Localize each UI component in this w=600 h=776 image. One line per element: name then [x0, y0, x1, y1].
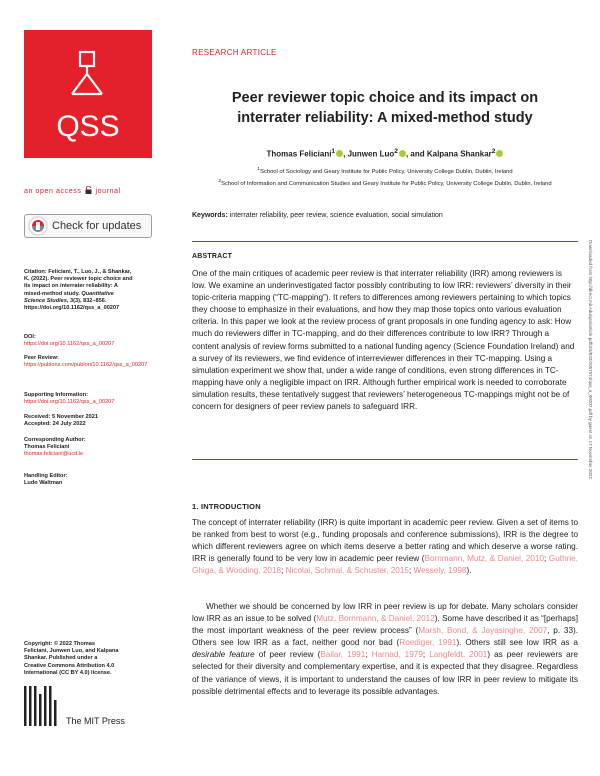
check-updates-label: Check for updates	[52, 220, 142, 232]
author-affil-sup: 2	[394, 148, 398, 155]
affiliation-sup: 1	[257, 167, 261, 172]
paragraph-text: , p. 33). Others see low IRR as a fact, neither good nor bad (	[192, 626, 579, 648]
download-note-text: Downloaded from http://direct.mit.edu/qss/article-pdf/3/3/832/2057974/qss_a_00207.pdf by guest on 17 November 2022	[588, 240, 593, 479]
logo-text: QSS	[56, 110, 120, 143]
affiliation-1: School of Sociology and Geary Institute for Public Policy, University College Dublin, Dublin, Ireland	[260, 168, 513, 175]
author-name[interactable]: Kalpana Shankar	[426, 149, 492, 159]
article-title	[192, 88, 578, 128]
author-separator: ,	[343, 149, 348, 159]
affiliation-2: School of Information and Communication Studies and Geary Institute for Public Policy, University College Dublin, Dublin, Ireland	[221, 180, 552, 187]
doi-label: DOI:	[24, 334, 36, 340]
doi-block	[24, 334, 134, 348]
citation-link[interactable]: Harnad, 1979	[371, 650, 423, 660]
introduction-heading: 1. INTRODUCTION	[192, 502, 261, 511]
paragraph-text: ).	[466, 566, 472, 576]
citation-block	[24, 269, 134, 312]
citation-link[interactable]: Roediger, 1991	[399, 638, 457, 648]
paragraph-text: The concept of interrater reliability (IRR) is quite important in academic peer review. Given a set of items to be ranked from best to worst (e.g., funding proposals and conference submissions), IRR is the degree to which different reviewers agree on which items deserve a better rating and which deserve a worse rating. IRR is generally found to be very low in academic peer review (	[192, 518, 578, 564]
orcid-icon[interactable]	[496, 150, 503, 157]
article-type: RESEARCH ARTICLE	[192, 48, 277, 57]
citation-link[interactable]: Bailar, 1991	[320, 650, 366, 660]
citation-volume: 3(3), 832–856. https://doi.org/10.1162/qss_a_00207	[24, 297, 120, 312]
title-line-1: Peer reviewer topic choice and its impact on	[231, 90, 539, 106]
citation-label: Citation:	[24, 269, 47, 275]
download-note	[586, 240, 593, 570]
abstract-heading: ABSTRACT	[192, 253, 233, 260]
tagline-after: journal	[95, 188, 121, 195]
author-affil-sup: 2	[491, 148, 496, 155]
doi-link[interactable]: https://doi.org/10.1162/qss_a_00207	[24, 341, 115, 348]
corresponding-author-block	[24, 437, 134, 459]
affiliation-sup: 2	[218, 178, 222, 184]
network-icon	[24, 30, 152, 158]
intro-paragraph-2: Whether we should be concerned by low IRR in peer review is up for debate. Many scholars consider low IRR as an issue to be solved (Mutz, Bornmann, & Daniel, 2012). Some have described it as “[perhaps] the most important weakness of the peer review process” (Marsh, Bond, & Jayasinghe, 2007, p. 33). Others see low IRR as a fact, neither good nor bad (Roediger, 1991). Others still see low IRR as a desirable feature of peer review (Bailar, 1991; Harnad, 1979; Langfeldt, 2001) as peer reviewers are selected for their diversity and complementary expertise, and it is expected that they disagree. Regardless of the variance of views, it is important to understand the causes of low IRR in peer review to mitigate its possible detrimental effects and to leverage its possible advantages.	[192, 602, 579, 696]
handling-editor-label: Handling Editor:	[24, 473, 68, 479]
citation-link[interactable]: Langfeldt, 2001	[429, 650, 488, 660]
keywords	[192, 212, 582, 219]
keywords-list: interrater reliability, peer review, science evaluation, social simulation	[229, 212, 443, 219]
citation-link[interactable]: Guthrie, Ghiga, & Wooding, 2018	[192, 554, 578, 576]
corresponding-author-email[interactable]: thomas.feliciani@ucd.ie	[24, 451, 84, 458]
citation-link[interactable]: Bornmann, Mutz, & Daniel, 2010	[424, 554, 545, 564]
peer-review-block	[24, 355, 148, 369]
citation-link[interactable]: Wessely, 1998	[413, 566, 467, 576]
emphasis-text: desirable feature	[192, 650, 255, 660]
handling-editor-name: Ludo Waltman	[24, 480, 63, 487]
crossmark-icon	[28, 216, 48, 236]
check-for-updates-button[interactable]	[24, 214, 152, 238]
open-lock-icon	[85, 186, 92, 194]
tagline-before: an open access	[24, 188, 82, 195]
publisher-name: The MIT Press	[66, 716, 125, 726]
supporting-info-link[interactable]: https://doi.org/10.1162/qss_a_00207	[24, 399, 115, 406]
author-name[interactable]: Junwen Luo	[347, 149, 395, 159]
abstract-bottom-rule	[192, 459, 578, 460]
paragraph-text: of peer review (	[254, 650, 321, 660]
citation-link[interactable]: Nicolai, Schmal, & Schuster, 2015	[285, 566, 409, 576]
corresponding-author-name: Thomas Feliciani	[24, 444, 70, 451]
intro-paragraph-1: The concept of interrater reliability (IRR) is quite important in academic peer review. Given a set of items to be ranked from best to worst (e.g., funding proposals and conference submissions), IRR is the degree to which different reviewers agree on which items deserve a better rating and which deserve a worse rating. IRR is generally found to be very low in academic peer review (Bornmann, Mutz, & Daniel, 2010; Guthrie, Ghiga, & Wooding, 2018; Nicolai, Schmal, & Schuster, 2015; Wessely, 1998).	[192, 518, 578, 576]
abstract-top-rule	[192, 241, 578, 242]
accepted-date: Accepted: 24 July 2022	[24, 421, 86, 428]
corresponding-author-label: Corresponding Author:	[24, 437, 86, 443]
author-list	[192, 148, 578, 159]
citation-link[interactable]: Mutz, Bornmann, & Daniel, 2012	[316, 614, 435, 624]
peer-review-link[interactable]: https://publons.com/publon/10.1162/qss_a_00207	[24, 362, 148, 369]
dates-block	[24, 414, 134, 428]
supporting-info-label: Supporting Information:	[24, 392, 89, 398]
keywords-label: Keywords:	[192, 212, 228, 219]
abstract-text: One of the main critiques of academic peer review is that interrater reliability (IRR) among reviewers is low. We examine an underinvestigated factor possibly contributing to low IRR: reviewers’ diversity in their topic-criteria mapping (“TC-mapping”). It refers to differences among reviewers pertaining to which topics they choose to emphasize in their evaluations, and how they map those topics onto various evaluation criteria. In this paper we look at the review process of grant proposals in one funding agency to ask: How much do reviewers differ in TC-mapping, and do their differences contribute to low IRR? Through a content analysis of review forms submitted to a national funding agency (Science Foundation Ireland) and a survey of its reviewers, we find evidence of interreviewer differences in their TC-mapping. Using a simulation experiment we show that, under a wide range of conditions, even strong differences in TC-mapping have only a negligible impact on IRR. Although further empirical work is needed to corroborate simulation results, these tentatively suggest that reviewers’ heterogeneous TC-mappings might not be of concern for designers of peer review panels to safeguard IRR.	[192, 269, 575, 412]
peer-review-label: Peer Review:	[24, 355, 59, 361]
received-date: Received: 5 November 2021	[24, 414, 99, 420]
copyright-block	[24, 641, 120, 677]
copyright-text: Copyright: © 2022 Thomas Feliciani, Junwen Luo, and Kalpana Shankar. Published under a Creative Commons Attribution 4.0 International (CC BY 4.0) license.	[24, 641, 119, 676]
paragraph-text: ) as peer reviewers are selected for their diversity and complementary expertise, and it is expected that they disagree. Regardless of the variance of views, it is important to understand the causes of low IRR in peer review to mitigate its possible detrimental effects and to leverage its possible advantages.	[192, 650, 578, 696]
journal-logo	[24, 30, 152, 158]
paragraph-text: Whether we should be concerned by low IRR in peer review is up for debate. Many scholars consider low IRR as an issue to be solved (	[192, 602, 578, 624]
citation-link[interactable]: Marsh, Bond, & Jayasinghe, 2007	[418, 626, 548, 636]
citation-text: Feliciani, T., Luo, J., & Shankar, K. (2022). Peer reviewer topic choice and its impact on interrater reliability: A mixed-method study.	[24, 269, 133, 297]
author-affil-sup: 1	[331, 148, 336, 155]
citation-journal: Quantitative Science Studies,	[24, 290, 114, 304]
supporting-info-block	[24, 392, 134, 406]
journal-tagline	[24, 186, 121, 195]
author-name[interactable]: Thomas Feliciani	[266, 149, 332, 159]
paragraph-text: ). Others still see low IRR as a	[456, 638, 578, 648]
handling-editor-block	[24, 473, 134, 487]
orcid-icon[interactable]	[399, 150, 406, 157]
paragraph-text: ). Some have described it as “[perhaps] the most important weakness of the peer review process” (	[192, 614, 578, 636]
author-separator: , and	[405, 149, 427, 159]
affiliations	[192, 165, 578, 189]
title-line-2: interrater reliability: A mixed-method study	[237, 110, 533, 126]
